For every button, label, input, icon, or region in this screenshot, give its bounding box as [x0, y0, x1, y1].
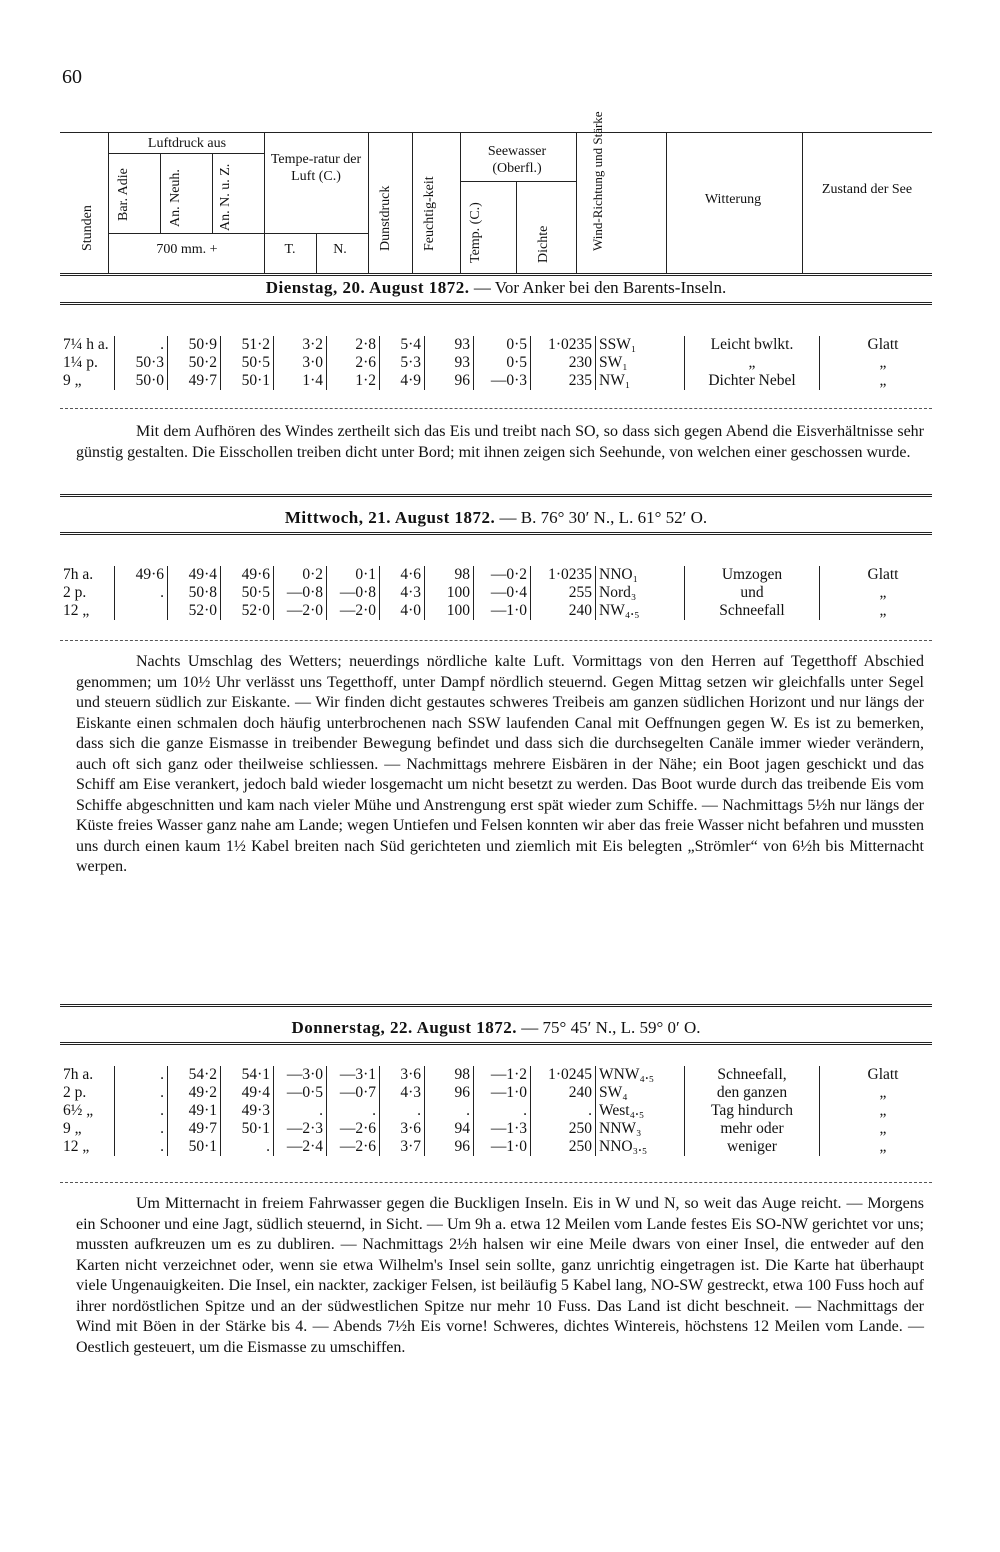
- table-row: [60, 584, 946, 602]
- table-row: [60, 566, 946, 584]
- table-cell: 250: [531, 1138, 596, 1156]
- table-cell: 235: [531, 372, 596, 390]
- day1-table: [60, 336, 946, 390]
- table-cell: Dichter Nebel: [685, 372, 820, 390]
- table-cell: SSW₁: [596, 336, 685, 354]
- table-cell: 12 „: [60, 602, 115, 620]
- table-cell: 3·6: [380, 1066, 425, 1084]
- table-cell: 4·3: [380, 1084, 425, 1102]
- table-cell: 50·1: [168, 1138, 221, 1156]
- table-cell: 50·3: [115, 354, 168, 372]
- table-cell: Nord₃: [596, 584, 685, 602]
- table-cell: 100: [425, 602, 474, 620]
- table-cell: „: [879, 1120, 887, 1137]
- table-cell: und: [685, 584, 820, 602]
- table-cell: —2·0: [327, 602, 380, 620]
- table-cell: 1·0235: [531, 336, 596, 354]
- table-cell: —0·2: [474, 566, 531, 584]
- table-cell: 4·0: [380, 602, 425, 620]
- table-cell: 96: [425, 372, 474, 390]
- table-cell: 50·1: [221, 1120, 274, 1138]
- table-row: [60, 1120, 946, 1138]
- table-cell: „: [879, 1138, 887, 1155]
- page-number: 60: [62, 66, 82, 88]
- table-row: [60, 372, 946, 390]
- table-cell: —0·8: [274, 584, 327, 602]
- table-cell: 50·9: [168, 336, 221, 354]
- table-row: [60, 1138, 946, 1156]
- table-cell: mehr oder: [685, 1120, 820, 1138]
- table-cell: 5·4: [380, 336, 425, 354]
- table-cell: 52·0: [221, 602, 274, 620]
- table-cell: .: [327, 1102, 380, 1120]
- table-cell: 50·2: [168, 354, 221, 372]
- table-cell: Leicht bwlkt.: [685, 336, 820, 354]
- table-cell: .: [115, 1138, 168, 1156]
- header-bar-adie: Bar. Adie: [116, 168, 131, 221]
- header-luftdruck: Luftdruck aus: [147, 136, 227, 151]
- table-cell: .: [221, 1138, 274, 1156]
- table-cell: 50·8: [168, 584, 221, 602]
- table-cell: 54·1: [221, 1066, 274, 1084]
- table-row: [60, 602, 946, 620]
- day2-table: [60, 566, 946, 620]
- table-cell: 6½ „: [60, 1102, 115, 1120]
- table-cell: —2·3: [274, 1120, 327, 1138]
- table-cell: .: [115, 1102, 168, 1120]
- table-cell: —1·2: [474, 1066, 531, 1084]
- table-cell: —1·0: [474, 1084, 531, 1102]
- table-cell: 1·2: [327, 372, 380, 390]
- table-cell: „: [879, 354, 887, 371]
- table-cell: „: [879, 372, 887, 389]
- table-cell: 51·2: [221, 336, 274, 354]
- table-cell: .: [474, 1102, 531, 1120]
- table-cell: 49·4: [221, 1084, 274, 1102]
- table-cell: —2·6: [327, 1138, 380, 1156]
- table-cell: 0·1: [327, 566, 380, 584]
- table-cell: 230: [531, 354, 596, 372]
- table-cell: 255: [531, 584, 596, 602]
- table-cell: 0·2: [274, 566, 327, 584]
- table-cell: 240: [531, 1084, 596, 1102]
- header-dichte: Dichte: [536, 225, 551, 263]
- header-dunstdruck: Dunstdruck: [378, 185, 393, 251]
- table-cell: 100: [425, 584, 474, 602]
- header-wind: Wind-Richtung und Stärke: [590, 111, 605, 251]
- table-cell: —0·7: [327, 1084, 380, 1102]
- table-cell: 50·1: [221, 372, 274, 390]
- table-cell: .: [115, 1084, 168, 1102]
- table-cell: 49·7: [168, 372, 221, 390]
- table-cell: 49·6: [221, 566, 274, 584]
- header-luftdruck-unit: 700 mm. +: [156, 242, 218, 257]
- table-cell: den ganzen: [685, 1084, 820, 1102]
- table-cell: 50·5: [221, 354, 274, 372]
- table-cell: Tag hindurch: [685, 1102, 820, 1120]
- table-cell: —3·0: [274, 1066, 327, 1084]
- table-cell: „: [879, 1084, 887, 1101]
- table-cell: 7¼ h a.: [60, 336, 115, 354]
- table-cell: 98: [425, 1066, 474, 1084]
- table-cell: —3·1: [327, 1066, 380, 1084]
- table-cell: 96: [425, 1084, 474, 1102]
- table-cell: 250: [531, 1120, 596, 1138]
- table-cell: 93: [425, 336, 474, 354]
- table-cell: NNO₃.₅: [596, 1138, 685, 1156]
- header-stunden: Stunden: [80, 205, 95, 251]
- day3-text: Um Mitternacht in freiem Fahrwasser gegen die Buckligen Inseln. Eis in W und N, so weit das Auge reicht. — Morgens ein Schooner und eine Jagt, südlich steuernd, in Sicht. — Um 9h a. etwa 12 Meilen vom Lande festes Eis SO-NW gerichtet vor uns; mussten aufkreuzen um es zu dubliren. — Nachmittags 2½h halsen wir eine Meile dwars von einer Insel, die entweder auf den Karten nicht verzeichnet oder, wenn sie etwa Wilhelm's Insel sein sollte, ganz unrichtig eingetragen ist. Die Karte hat überhaupt viele Ungenauigkeiten. Die Insel, ein nackter, zackiger Felsen, ist beiläufig 5 Kabel lang, NO-SW gestreckt, etwa 100 Fuss hoch auf ihrer nordöstlichen Spitze und an der südwestlichen Spitze nur mehr 10 Fuss. Das Land ist dicht beschneit. — Nachmittags der Wind mit Böen in der Stärke bis 4. — Abends 7½h Eis vorne! Schweres, dichtes Wintereis, höchstens 12 Meilen vom Lande. — Oestlich gesteuert, um die Eismasse zu umschiffen.: [76, 1195, 924, 1356]
- table-cell: 12 „: [60, 1138, 115, 1156]
- header-temp-c: Temp. (C.): [468, 202, 483, 263]
- table-cell: 2 p.: [60, 1084, 115, 1102]
- table-cell: —1·3: [474, 1120, 531, 1138]
- table-cell: 3·7: [380, 1138, 425, 1156]
- table-cell: „: [879, 584, 887, 601]
- table-cell: —1·0: [474, 602, 531, 620]
- day3-table: [60, 1066, 946, 1156]
- header-witterung: Witterung: [704, 192, 762, 207]
- table-cell: —1·0: [474, 1138, 531, 1156]
- table-cell: 49·2: [168, 1084, 221, 1102]
- table-cell: NNW₃: [596, 1120, 685, 1138]
- table-cell: —0·5: [274, 1084, 327, 1102]
- table-cell: NW₄.₅: [596, 602, 685, 620]
- table-cell: 7h a.: [60, 566, 115, 584]
- table-cell: 240: [531, 602, 596, 620]
- table-cell: 0·5: [474, 336, 531, 354]
- table-cell: .: [115, 584, 168, 602]
- table-cell: 50·5: [221, 584, 274, 602]
- table-header: [60, 111, 932, 276]
- table-cell: 1·0245: [531, 1066, 596, 1084]
- table-cell: 4·9: [380, 372, 425, 390]
- table-cell: —0·8: [327, 584, 380, 602]
- table-cell: 54·2: [168, 1066, 221, 1084]
- table-cell: 2·8: [327, 336, 380, 354]
- table-cell: .: [115, 1120, 168, 1138]
- table-cell: 4·6: [380, 566, 425, 584]
- table-cell: NNO₁: [596, 566, 685, 584]
- day2-text: Nachts Umschlag des Wetters; neuerdings nördliche kalte Luft. Vormittags von den Herren auf Tegetthoff Abschied genommen; um 10½ Uhr verlässt uns Tegetthoff, unter Dampf nördlich steuernd. Gegen Mittag setzen wir gleichfalls unter Segel und steuern südlich zur Eiskante. — Wir finden dicht gestautes schweres Treibeis am ganzen südlichen Horizont und nur längs der Eiskante einen schmalen doch häufig unterbrochenen nach SSW laufenden Canal mit Oeffnungen gegen W. Es ist zu bemerken, dass sich die ganze Eismasse in treibender Bewegung befindet und dass sich die durchsegelten Canäle immer wieder verändern, auch oft sich ganz oder theilweise schliessen. — Nachmittags mehrere Eisbären in der Nähe; ein Boot jagen geschickt und das Schiff am Eise verankert, jedoch bald wieder losgemacht um nicht besetzt zu werden. Das Boot wurde durch das treibende Eis vom Schiffe abgeschnitten und kam nach vieler Mühe und Anstrengung erst spät wieder zum Schiffe. — Nachmittags 5½h nur längs der Küste freies Wasser ganz nahe am Lande; wegen Untiefen und Felsen konnten wir aber das freie Wasser nicht befahren und mussten uns durch einen kaum 1½ Kabel breiten nach Süd gerichteten und ziemlich mit Eis belegten „Strömler“ von 6½h bis Mitternacht werpen.: [76, 653, 924, 875]
- table-cell: SW₁: [596, 354, 685, 372]
- table-cell: 5·3: [380, 354, 425, 372]
- table-cell: 49·6: [115, 566, 168, 584]
- table-cell: 2 p.: [60, 584, 115, 602]
- header-feuchtigkeit: Feuchtig-keit: [422, 176, 437, 251]
- table-cell: 94: [425, 1120, 474, 1138]
- table-row: [60, 1102, 946, 1120]
- table-cell: 3·0: [274, 354, 327, 372]
- table-cell: 9 „: [60, 372, 115, 390]
- table-cell: 1·4: [274, 372, 327, 390]
- table-cell: 49·3: [221, 1102, 274, 1120]
- header-temperatur: Tempe-ratur der Luft (C.): [270, 152, 362, 184]
- table-cell: .: [115, 336, 168, 354]
- table-cell: —2·4: [274, 1138, 327, 1156]
- table-cell: .: [274, 1102, 327, 1120]
- day3-heading: Donnerstag, 22. August 1872. — 75° 45′ N., L. 59° 0′ O.: [60, 1018, 932, 1045]
- table-row: [60, 1084, 946, 1102]
- table-cell: .: [380, 1102, 425, 1120]
- table-cell: Schneefall,: [685, 1066, 820, 1084]
- table-cell: —0·4: [474, 584, 531, 602]
- table-cell: 49·1: [168, 1102, 221, 1120]
- table-cell: Glatt: [867, 566, 899, 583]
- table-cell: 52·0: [168, 602, 221, 620]
- day2-heading: Mittwoch, 21. August 1872. — B. 76° 30′ N., L. 61° 52′ O.: [60, 508, 932, 535]
- table-cell: Glatt: [867, 1066, 899, 1083]
- table-cell: 3·2: [274, 336, 327, 354]
- table-cell: 49·4: [168, 566, 221, 584]
- table-cell: 49·7: [168, 1120, 221, 1138]
- header-an-nuz: An. N. u. Z.: [218, 163, 233, 231]
- table-cell: .: [531, 1102, 596, 1120]
- header-temp-n: N.: [333, 242, 347, 257]
- header-an-neuh: An. Neuh.: [168, 169, 183, 227]
- day1-text: Mit dem Aufhören des Windes zertheilt sich das Eis und treibt nach SO, so dass sich gegen Abend die Eisverhältnisse sehr günstig gestalten. Die Eisschollen treiben dicht unter Bord; mit ihnen zeigen sich Seehunde, von welchen einer geschossen wurde.: [76, 423, 924, 461]
- table-cell: 3·6: [380, 1120, 425, 1138]
- table-cell: „: [685, 354, 820, 372]
- table-cell: West₄.₅: [596, 1102, 685, 1120]
- table-cell: Umzogen: [685, 566, 820, 584]
- table-cell: SW₄: [596, 1084, 685, 1102]
- table-cell: Schneefall: [685, 602, 820, 620]
- table-cell: 93: [425, 354, 474, 372]
- table-cell: „: [879, 1102, 887, 1119]
- table-cell: Glatt: [867, 336, 899, 353]
- table-cell: 1·0235: [531, 566, 596, 584]
- table-cell: weniger: [685, 1138, 820, 1156]
- table-cell: 96: [425, 1138, 474, 1156]
- header-zustand: Zustand der See: [821, 182, 913, 197]
- table-cell: —2·0: [274, 602, 327, 620]
- table-cell: .: [425, 1102, 474, 1120]
- table-cell: 2·6: [327, 354, 380, 372]
- table-cell: 0·5: [474, 354, 531, 372]
- table-cell: .: [115, 1066, 168, 1084]
- table-cell: 4·3: [380, 584, 425, 602]
- header-seewasser: Seewasser (Oberfl.): [487, 144, 547, 176]
- table-cell: [115, 602, 168, 620]
- table-cell: —0·3: [474, 372, 531, 390]
- table-cell: „: [879, 602, 887, 619]
- table-cell: WNW₄.₅: [596, 1066, 685, 1084]
- table-row: [60, 1066, 946, 1084]
- day1-heading: Dienstag, 20. August 1872. — Vor Anker bei den Barents-Inseln.: [60, 278, 932, 305]
- table-cell: NW₁: [596, 372, 685, 390]
- table-row: [60, 354, 946, 372]
- header-temp-t: T.: [284, 242, 296, 257]
- table-cell: 50·0: [115, 372, 168, 390]
- table-cell: 9 „: [60, 1120, 115, 1138]
- table-cell: 1¼ p.: [60, 354, 115, 372]
- table-row: [60, 336, 946, 354]
- table-cell: —2·6: [327, 1120, 380, 1138]
- table-cell: 98: [425, 566, 474, 584]
- table-cell: 7h a.: [60, 1066, 115, 1084]
